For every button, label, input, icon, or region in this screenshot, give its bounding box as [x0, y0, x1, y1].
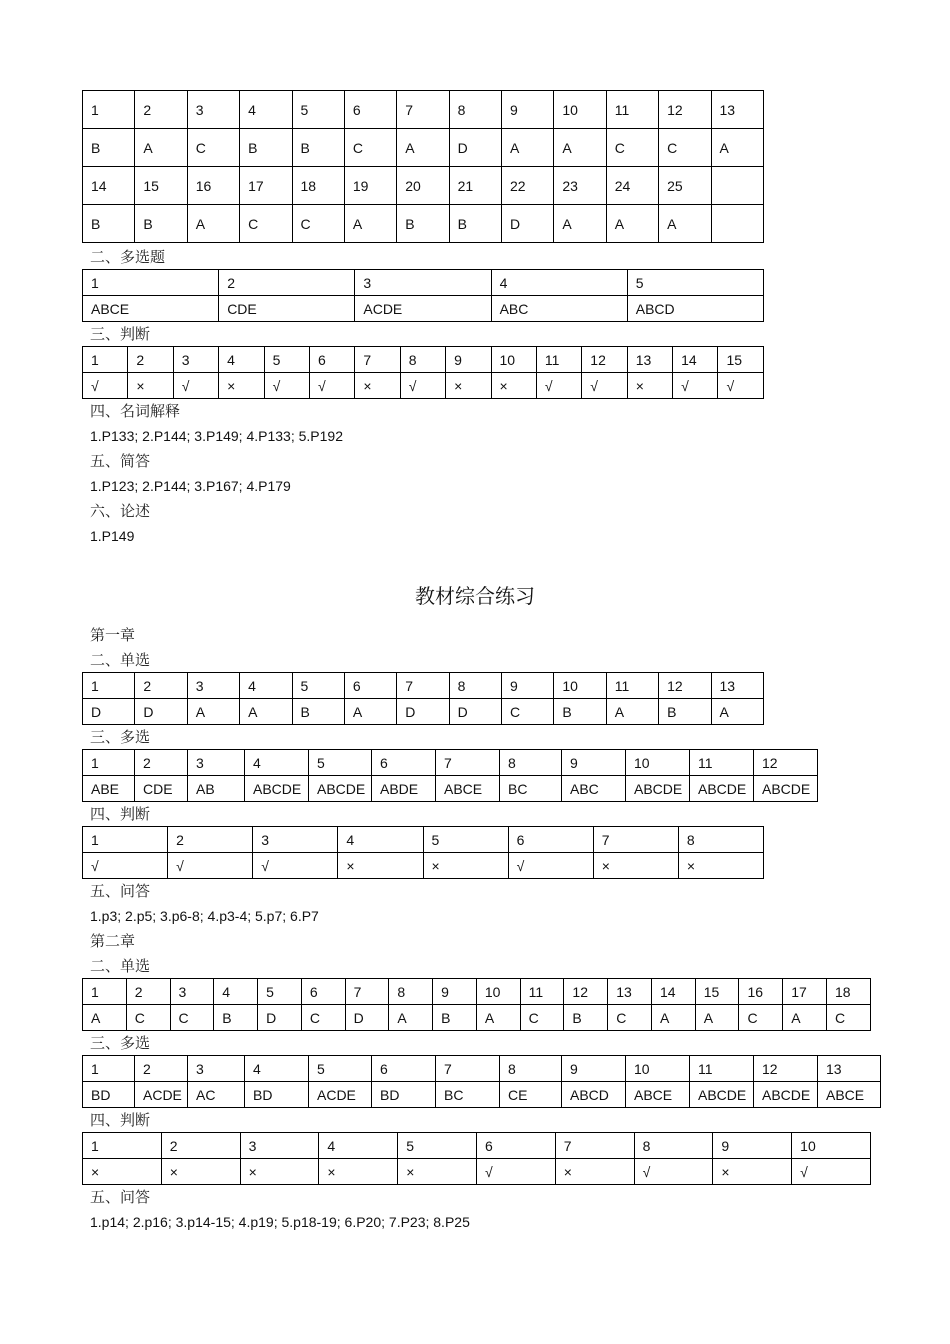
- answer-cell: B: [554, 699, 606, 725]
- question-number-cell: 3: [187, 673, 239, 699]
- answer-cell: B: [659, 699, 711, 725]
- question-number-cell: 7: [436, 1056, 500, 1082]
- question-number-cell: 19: [344, 167, 396, 205]
- question-number-cell: 8: [449, 673, 501, 699]
- answer-cell: ×: [713, 1159, 792, 1185]
- answer-cell: √: [309, 373, 354, 399]
- question-number-cell: 10: [491, 347, 536, 373]
- question-number-cell: 8: [389, 979, 433, 1005]
- answer-cell: ×: [161, 1159, 240, 1185]
- question-number-cell: 6: [372, 1056, 436, 1082]
- answer-cell: A: [711, 129, 763, 167]
- question-number-cell: 7: [397, 91, 449, 129]
- question-number-cell: 9: [562, 1056, 626, 1082]
- question-number-cell: 4: [240, 673, 292, 699]
- answer-cell: D: [345, 1005, 389, 1031]
- answer-cell: ×: [491, 373, 536, 399]
- question-number-cell: 3: [188, 1056, 245, 1082]
- answer-cell: √: [83, 853, 168, 879]
- question-number-cell: 13: [608, 979, 652, 1005]
- answer-cell: A: [187, 205, 239, 243]
- chapter-2-title: 第二章: [90, 932, 136, 950]
- question-number-row: [83, 1133, 871, 1159]
- answer-cell: ABC: [562, 776, 626, 802]
- answer-cell: D: [83, 699, 135, 725]
- answer-cell: C: [344, 129, 396, 167]
- question-number-cell: 3: [240, 1133, 319, 1159]
- question-number-cell: 7: [345, 979, 389, 1005]
- question-number-cell: 15: [718, 347, 763, 373]
- question-number-cell: 11: [520, 979, 564, 1005]
- question-number-cell: 10: [554, 91, 606, 129]
- answer-cell: ABCE: [83, 296, 219, 322]
- question-number-cell: 21: [449, 167, 501, 205]
- question-number-row: [83, 91, 764, 129]
- answer-cell: A: [554, 129, 606, 167]
- answer-cell: B: [240, 129, 292, 167]
- answer-row: [83, 776, 818, 802]
- answer-cell: B: [564, 1005, 608, 1031]
- answer-row: [83, 853, 764, 879]
- question-number-cell: 10: [476, 979, 520, 1005]
- question-number-cell: 2: [135, 750, 188, 776]
- answer-cell: ×: [83, 1159, 162, 1185]
- answer-cell: ×: [319, 1159, 398, 1185]
- answer-cell: BC: [436, 1082, 500, 1108]
- ch2-single-table: [82, 978, 871, 1031]
- question-number-cell: 7: [397, 673, 449, 699]
- question-number-cell: 15: [135, 167, 187, 205]
- question-number-cell: 2: [168, 827, 253, 853]
- answer-cell: C: [292, 205, 344, 243]
- question-number-cell: 8: [500, 1056, 562, 1082]
- question-number-cell: 7: [593, 827, 678, 853]
- question-number-cell: 3: [188, 750, 245, 776]
- answer-cell: BC: [500, 776, 562, 802]
- question-number-cell: 7: [555, 1133, 634, 1159]
- answer-cell: A: [240, 699, 292, 725]
- question-number-cell: 3: [355, 270, 491, 296]
- answer-cell: ×: [240, 1159, 319, 1185]
- question-number-row: [83, 167, 764, 205]
- answer-row: [83, 129, 764, 167]
- ch1-multi-heading: 三、多选: [90, 728, 151, 746]
- question-number-cell: 10: [626, 1056, 690, 1082]
- answer-cell: ×: [355, 373, 400, 399]
- answer-cell: ABCDE: [245, 776, 309, 802]
- answer-cell: ABC: [491, 296, 627, 322]
- ch2-single-heading: 二、单选: [90, 957, 151, 975]
- ch2-qa-heading: 五、问答: [90, 1188, 151, 1206]
- answer-cell: A: [344, 205, 396, 243]
- answer-cell: √: [173, 373, 218, 399]
- question-number-cell: 17: [783, 979, 827, 1005]
- question-number-cell: 13: [711, 673, 763, 699]
- answer-cell: ABCE: [436, 776, 500, 802]
- question-number-cell: 8: [449, 91, 501, 129]
- answer-cell: ACDE: [309, 1082, 372, 1108]
- question-number-cell: 8: [678, 827, 763, 853]
- short-answer-answers: 1.P123; 2.P144; 3.P167; 4.P179: [90, 478, 291, 494]
- question-number-cell: 11: [690, 750, 754, 776]
- question-number-cell: 8: [400, 347, 445, 373]
- question-number-cell: 4: [214, 979, 258, 1005]
- answer-cell: √: [168, 853, 253, 879]
- answer-cell: BD: [245, 1082, 309, 1108]
- question-number-cell: 6: [344, 673, 396, 699]
- ch1-single-heading: 二、单选: [90, 651, 151, 669]
- answer-cell: D: [258, 1005, 302, 1031]
- question-number-cell: 4: [245, 1056, 309, 1082]
- answer-cell: ×: [678, 853, 763, 879]
- question-number-cell: 13: [627, 347, 672, 373]
- answer-cell: √: [673, 373, 718, 399]
- answer-cell: CDE: [219, 296, 355, 322]
- question-number-cell: 12: [564, 979, 608, 1005]
- question-number-row: [83, 1056, 881, 1082]
- answer-cell: C: [170, 1005, 214, 1031]
- answer-row: [83, 1159, 871, 1185]
- answer-cell: ×: [446, 373, 491, 399]
- answer-cell: A: [83, 1005, 127, 1031]
- question-number-cell: 13: [818, 1056, 881, 1082]
- answer-cell: ABDE: [372, 776, 436, 802]
- question-number-cell: 23: [554, 167, 606, 205]
- question-number-row: [83, 827, 764, 853]
- question-number-cell: 18: [292, 167, 344, 205]
- ch1-qa-answers: 1.p3; 2.p5; 3.p6-8; 4.p3-4; 5.p7; 6.P7: [90, 908, 319, 924]
- answer-cell: ×: [338, 853, 423, 879]
- answer-cell: √: [400, 373, 445, 399]
- answer-cell: B: [292, 129, 344, 167]
- answer-cell: C: [502, 699, 554, 725]
- question-number-cell: 2: [126, 979, 170, 1005]
- question-number-cell: 24: [606, 167, 658, 205]
- answer-cell: √: [476, 1159, 555, 1185]
- chapter-1-title: 第一章: [90, 626, 136, 644]
- answer-cell: D: [135, 699, 187, 725]
- answer-cell: ×: [593, 853, 678, 879]
- question-number-cell: 9: [713, 1133, 792, 1159]
- answer-cell: BD: [83, 1082, 135, 1108]
- question-number-cell: 20: [397, 167, 449, 205]
- short-answer-heading: 五、简答: [90, 452, 151, 470]
- question-number-cell: 6: [372, 750, 436, 776]
- answer-cell: √: [792, 1159, 871, 1185]
- question-number-cell: 5: [423, 827, 508, 853]
- answer-cell: ABE: [83, 776, 135, 802]
- judge-heading: 三、判断: [90, 325, 151, 343]
- answer-row: [83, 699, 764, 725]
- answer-cell: ACDE: [355, 296, 491, 322]
- question-number-cell: 3: [253, 827, 338, 853]
- question-number-cell: 11: [606, 91, 658, 129]
- ch2-multi-heading: 三、多选: [90, 1034, 151, 1052]
- answer-cell: ABCD: [627, 296, 763, 322]
- question-number-cell: 1: [83, 750, 135, 776]
- answer-cell: √: [508, 853, 593, 879]
- essay-answers: 1.P149: [90, 528, 135, 544]
- answer-cell: C: [606, 129, 658, 167]
- answer-cell: CE: [500, 1082, 562, 1108]
- question-number-cell: 25: [659, 167, 711, 205]
- multi-choice-heading: 二、多选题: [90, 248, 166, 266]
- answer-cell: A: [397, 129, 449, 167]
- answer-cell: ×: [627, 373, 672, 399]
- answer-cell: ×: [398, 1159, 477, 1185]
- question-number-row: [83, 270, 764, 296]
- answer-cell: ABCDE: [754, 1082, 818, 1108]
- question-number-cell: 9: [562, 750, 626, 776]
- answer-cell: A: [476, 1005, 520, 1031]
- question-number-cell: 3: [170, 979, 214, 1005]
- question-number-cell: 4: [240, 91, 292, 129]
- answer-cell: √: [83, 373, 128, 399]
- question-number-cell: 13: [711, 91, 763, 129]
- answer-cell: √: [264, 373, 309, 399]
- question-number-cell: 1: [83, 979, 127, 1005]
- answer-cell: C: [739, 1005, 783, 1031]
- question-number-cell: 4: [338, 827, 423, 853]
- answer-cell: A: [135, 129, 187, 167]
- answer-cell: ABCDE: [690, 776, 754, 802]
- essay-heading: 六、论述: [90, 502, 151, 520]
- question-number-cell: 1: [83, 91, 135, 129]
- question-number-cell: 2: [128, 347, 173, 373]
- answer-cell: ×: [219, 373, 264, 399]
- answer-cell: CDE: [135, 776, 188, 802]
- answer-cell: ABCDE: [690, 1082, 754, 1108]
- question-number-cell: 2: [135, 1056, 188, 1082]
- question-number-cell: 2: [135, 673, 187, 699]
- question-number-cell: 4: [219, 347, 264, 373]
- answer-cell: AB: [188, 776, 245, 802]
- answer-cell: ABCE: [818, 1082, 881, 1108]
- question-number-cell: [711, 167, 763, 205]
- answer-cell: C: [659, 129, 711, 167]
- answer-cell: B: [292, 699, 344, 725]
- question-number-cell: 12: [754, 750, 818, 776]
- answer-cell: ACDE: [135, 1082, 188, 1108]
- answer-cell: ABCDE: [309, 776, 372, 802]
- question-number-cell: 6: [508, 827, 593, 853]
- question-number-cell: 9: [502, 91, 554, 129]
- question-number-cell: 12: [659, 673, 711, 699]
- answer-cell: √: [634, 1159, 713, 1185]
- answer-cell: A: [187, 699, 239, 725]
- question-number-cell: 5: [309, 1056, 372, 1082]
- answer-cell: A: [783, 1005, 827, 1031]
- question-number-cell: 15: [695, 979, 739, 1005]
- question-number-cell: 5: [627, 270, 763, 296]
- section-title: 教材综合练习: [415, 584, 535, 608]
- question-number-cell: 8: [634, 1133, 713, 1159]
- answer-cell: A: [502, 129, 554, 167]
- answer-row: [83, 205, 764, 243]
- ch1-judge-table: [82, 826, 764, 879]
- answer-cell: A: [606, 205, 658, 243]
- question-number-cell: 1: [83, 673, 135, 699]
- answer-cell: C: [827, 1005, 871, 1031]
- question-number-cell: 1: [83, 347, 128, 373]
- question-number-cell: 4: [491, 270, 627, 296]
- answer-cell: A: [389, 1005, 433, 1031]
- question-number-cell: 11: [536, 347, 581, 373]
- question-number-cell: 2: [161, 1133, 240, 1159]
- question-number-cell: 10: [792, 1133, 871, 1159]
- ch2-qa-answers: 1.p14; 2.p16; 3.p14-15; 4.p19; 5.p18-19; 6.P20; 7.P23; 8.P25: [90, 1214, 470, 1230]
- question-number-cell: 12: [754, 1056, 818, 1082]
- question-number-cell: 6: [301, 979, 345, 1005]
- question-number-row: [83, 979, 871, 1005]
- answer-cell: C: [240, 205, 292, 243]
- answer-cell: ×: [555, 1159, 634, 1185]
- question-number-row: [83, 750, 818, 776]
- ch1-judge-heading: 四、判断: [90, 805, 151, 823]
- answer-row: [83, 1082, 881, 1108]
- answer-cell: AC: [188, 1082, 245, 1108]
- question-number-cell: 4: [245, 750, 309, 776]
- question-number-cell: 1: [83, 270, 219, 296]
- question-number-cell: 6: [309, 347, 354, 373]
- answer-cell: B: [135, 205, 187, 243]
- multi-choice-table: [82, 269, 764, 322]
- answer-cell: ABCDE: [626, 776, 690, 802]
- answer-cell: √: [718, 373, 763, 399]
- answer-cell: A: [344, 699, 396, 725]
- question-number-cell: 7: [436, 750, 500, 776]
- question-number-cell: 3: [173, 347, 218, 373]
- question-number-cell: 14: [83, 167, 135, 205]
- answer-cell: [711, 205, 763, 243]
- answer-cell: A: [695, 1005, 739, 1031]
- answer-cell: C: [608, 1005, 652, 1031]
- answer-row: [83, 296, 764, 322]
- question-number-cell: 9: [446, 347, 491, 373]
- answer-cell: A: [554, 205, 606, 243]
- question-number-cell: 5: [292, 673, 344, 699]
- answer-row: [83, 373, 764, 399]
- ch2-judge-heading: 四、判断: [90, 1111, 151, 1129]
- answer-cell: ABCD: [562, 1082, 626, 1108]
- question-number-row: [83, 673, 764, 699]
- answer-cell: C: [187, 129, 239, 167]
- ch2-multi-table: [82, 1055, 881, 1108]
- question-number-cell: 5: [398, 1133, 477, 1159]
- answer-cell: A: [659, 205, 711, 243]
- question-number-cell: 5: [309, 750, 372, 776]
- answer-cell: A: [651, 1005, 695, 1031]
- question-number-cell: 17: [240, 167, 292, 205]
- question-number-cell: 2: [135, 91, 187, 129]
- answer-cell: C: [301, 1005, 345, 1031]
- question-number-cell: 10: [554, 673, 606, 699]
- question-number-row: [83, 347, 764, 373]
- question-number-cell: 16: [739, 979, 783, 1005]
- question-number-cell: 6: [476, 1133, 555, 1159]
- answer-cell: D: [397, 699, 449, 725]
- terms-answers: 1.P133; 2.P144; 3.P149; 4.P133; 5.P192: [90, 428, 343, 444]
- question-number-cell: 22: [502, 167, 554, 205]
- answer-cell: D: [449, 129, 501, 167]
- judge-table: [82, 346, 764, 399]
- question-number-cell: 14: [651, 979, 695, 1005]
- answer-cell: ABCDE: [754, 776, 818, 802]
- answer-cell: BD: [372, 1082, 436, 1108]
- answer-cell: B: [214, 1005, 258, 1031]
- question-number-cell: 4: [319, 1133, 398, 1159]
- question-number-cell: 9: [433, 979, 477, 1005]
- question-number-cell: 1: [83, 827, 168, 853]
- answer-cell: B: [433, 1005, 477, 1031]
- question-number-cell: 5: [292, 91, 344, 129]
- question-number-cell: 11: [606, 673, 658, 699]
- question-number-cell: 9: [502, 673, 554, 699]
- question-number-cell: 2: [219, 270, 355, 296]
- ch1-multi-table: [82, 749, 818, 802]
- answer-cell: A: [711, 699, 763, 725]
- answer-cell: B: [83, 205, 135, 243]
- answer-cell: √: [582, 373, 627, 399]
- question-number-cell: 3: [187, 91, 239, 129]
- question-number-cell: 7: [355, 347, 400, 373]
- single-choice-table: [82, 90, 764, 243]
- answer-cell: B: [449, 205, 501, 243]
- answer-cell: √: [253, 853, 338, 879]
- answer-cell: B: [397, 205, 449, 243]
- answer-cell: B: [83, 129, 135, 167]
- question-number-cell: 1: [83, 1056, 135, 1082]
- question-number-cell: 5: [264, 347, 309, 373]
- question-number-cell: 11: [690, 1056, 754, 1082]
- answer-cell: D: [502, 205, 554, 243]
- question-number-cell: 16: [187, 167, 239, 205]
- question-number-cell: 8: [500, 750, 562, 776]
- question-number-cell: 12: [582, 347, 627, 373]
- question-number-cell: 18: [827, 979, 871, 1005]
- answer-cell: A: [606, 699, 658, 725]
- question-number-cell: 5: [258, 979, 302, 1005]
- answer-cell: ×: [423, 853, 508, 879]
- ch2-judge-table: [82, 1132, 871, 1185]
- question-number-cell: 1: [83, 1133, 162, 1159]
- terms-heading: 四、名词解释: [90, 402, 181, 420]
- answer-cell: D: [449, 699, 501, 725]
- question-number-cell: 12: [659, 91, 711, 129]
- answer-row: [83, 1005, 871, 1031]
- answer-cell: ×: [128, 373, 173, 399]
- ch1-single-table: [82, 672, 764, 725]
- ch1-qa-heading: 五、问答: [90, 882, 151, 900]
- answer-cell: C: [126, 1005, 170, 1031]
- answer-cell: C: [520, 1005, 564, 1031]
- question-number-cell: 14: [673, 347, 718, 373]
- answer-cell: √: [536, 373, 581, 399]
- question-number-cell: 6: [344, 91, 396, 129]
- question-number-cell: 10: [626, 750, 690, 776]
- answer-cell: ABCE: [626, 1082, 690, 1108]
